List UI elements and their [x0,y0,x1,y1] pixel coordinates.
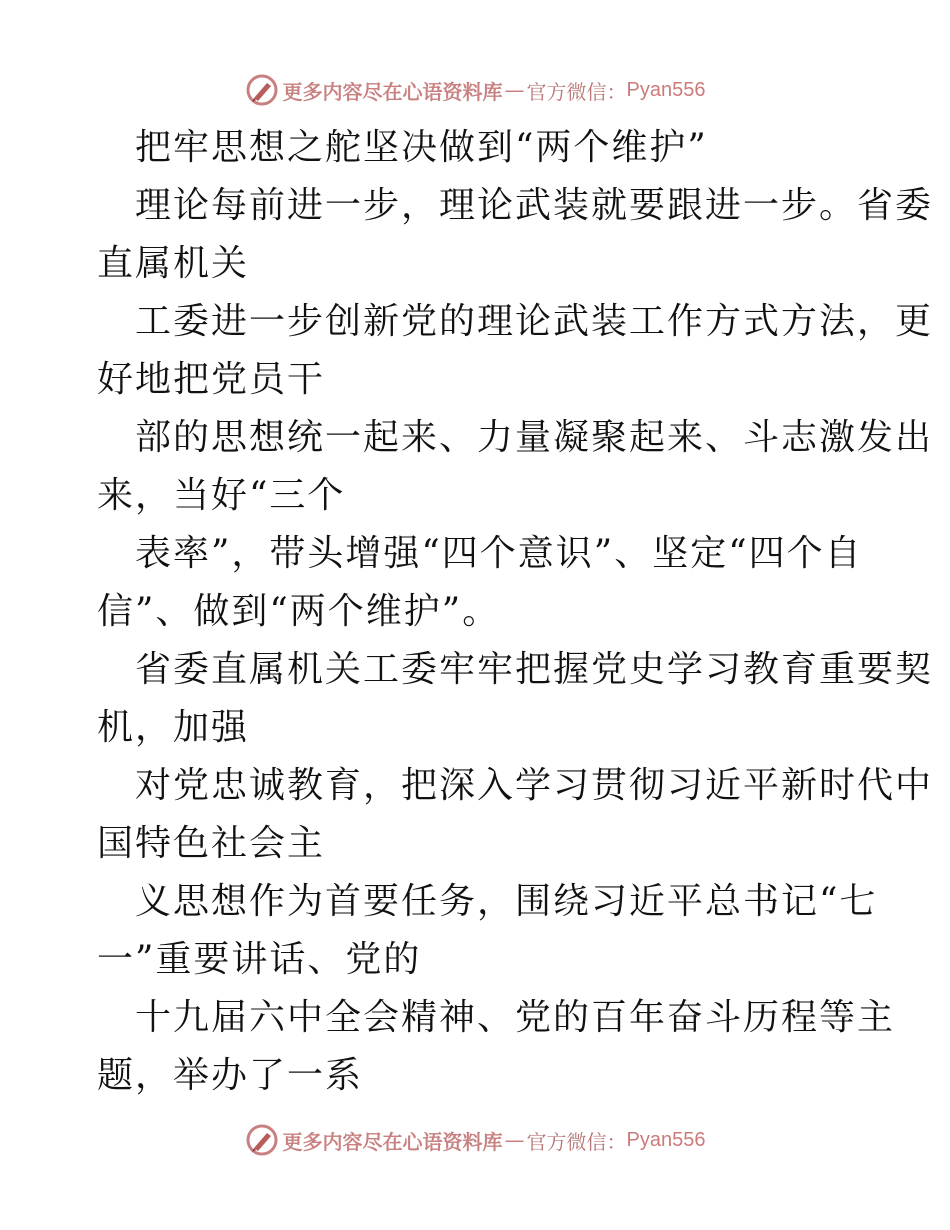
text-line: 机，加强 [97,707,250,748]
text-line: 义思想作为首要任务，围绕习近平总书记“七 [135,881,878,922]
footer-watermark [0,1120,950,1160]
watermark-main-text: 更多内容尽在心语资料库 [282,79,503,104]
text-line: 对党忠诚教育，把深入学习贯彻习近平新时代中 [135,765,934,806]
text-line: 十九届六中全会精神、党的百年奋斗历程等主 [135,997,896,1038]
text-line: 国特色社会主 [97,823,326,864]
text-line: 直属机关 [97,243,250,284]
pen-logo-icon [245,73,279,107]
watermark-wechat-id: Pyan556 [626,1128,706,1151]
watermark-dash: — [504,1128,525,1152]
text-line: 信”、做到“两个维护”。 [97,591,501,632]
text-line: 工委进一步创新党的理论武装工作方式方法，更 [135,301,934,342]
header-watermark [0,70,950,110]
watermark-wechat-id: Pyan556 [626,78,706,101]
watermark-dash: — [504,78,525,102]
pen-logo-icon [245,1123,279,1157]
watermark-wechat-label: 官方微信： [526,79,627,104]
watermark-wechat-label: 官方微信： [526,1129,627,1154]
text-line: 题，举办了一系 [97,1055,364,1096]
text-line: 表率”，带头增强“四个意识”、坚定“四个自 [135,533,863,574]
text-line: 省委直属机关工委牢牢把握党史学习教育重要契 [135,649,934,690]
text-line: 部的思想统一起来、力量凝聚起来、斗志激发出 [135,417,934,458]
document-body [97,119,934,1105]
text-line: 一”重要讲话、党的 [97,939,422,980]
text-line: 来，当好“三个 [97,475,346,516]
text-line: 把牢思想之舵坚决做到“两个维护” [135,127,708,168]
text-line: 好地把党员干 [97,359,326,400]
watermark-main-text: 更多内容尽在心语资料库 [282,1129,503,1154]
text-line: 理论每前进一步，理论武装就要跟进一步。省委 [135,185,934,226]
